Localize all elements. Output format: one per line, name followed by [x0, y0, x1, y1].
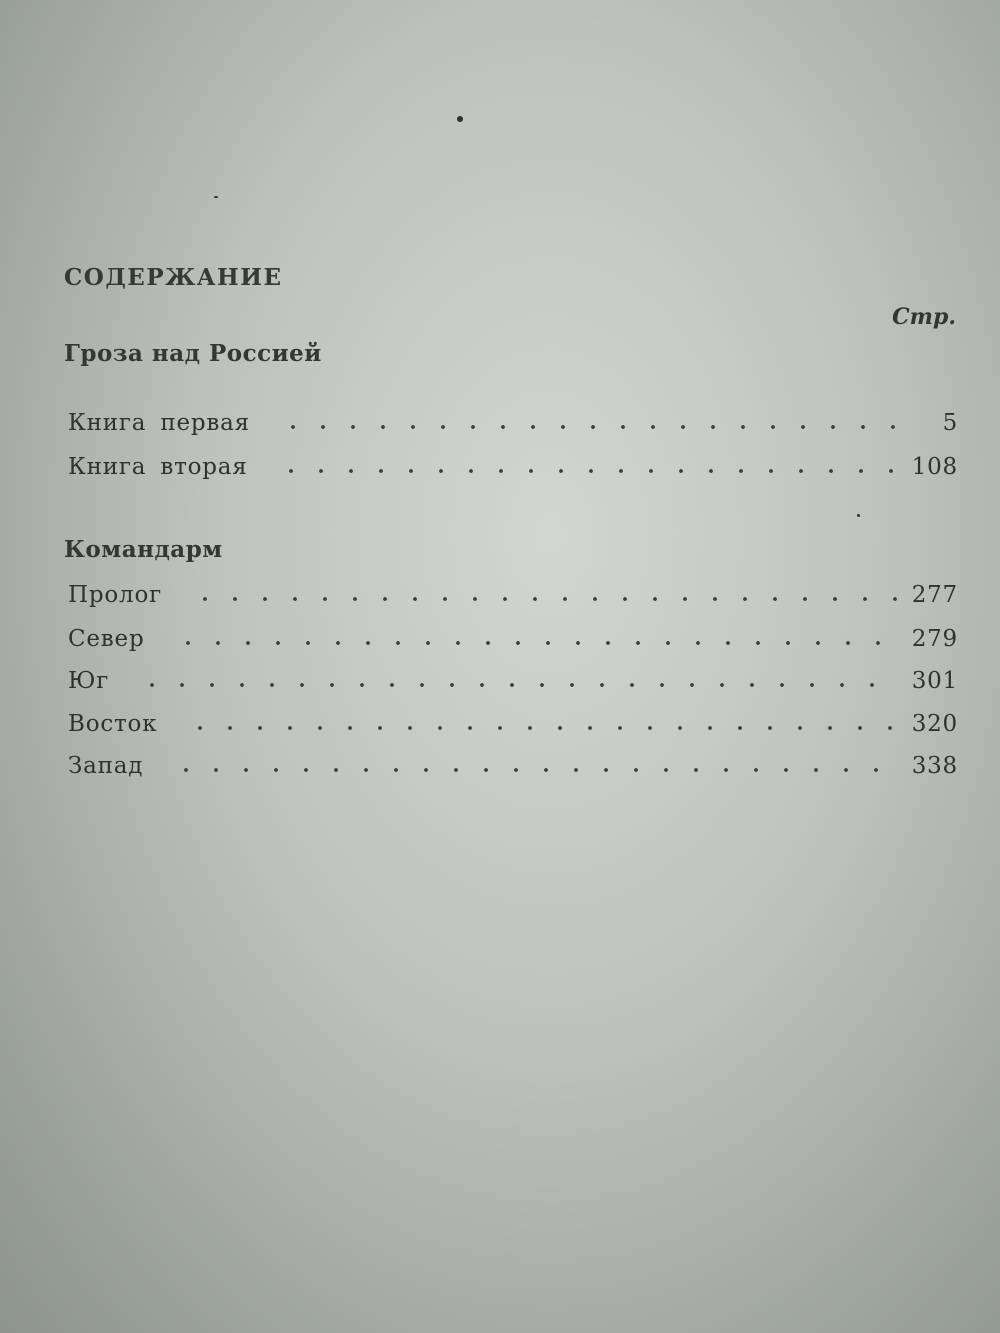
entry-label: Книга вторая	[68, 454, 248, 480]
entry-page: 277	[911, 582, 958, 608]
dot-leader	[137, 682, 898, 688]
dot-leader	[276, 468, 898, 474]
entry-label: Юг	[68, 668, 110, 694]
entry-label: Восток	[68, 711, 158, 737]
entry-label: Пролог	[68, 582, 162, 608]
toc-entry[interactable]	[68, 660, 958, 694]
entry-label: Запад	[68, 753, 144, 779]
dot-leader	[185, 725, 897, 731]
section-title: Гроза над Россией	[64, 340, 322, 367]
entry-page: 338	[911, 753, 958, 779]
entry-page: 320	[911, 711, 958, 737]
dot-leader	[171, 767, 897, 773]
ink-speck	[457, 116, 463, 122]
toc-entry[interactable]	[68, 402, 958, 436]
toc-entry[interactable]	[68, 745, 958, 779]
entry-page: 5	[942, 410, 958, 436]
ink-speck	[214, 196, 218, 198]
entry-page: 301	[911, 668, 958, 694]
page-column-label: Стр.	[892, 304, 956, 330]
dot-leader	[278, 424, 904, 430]
toc-entry[interactable]	[68, 446, 958, 480]
contents-heading: СОДЕРЖАНИЕ	[64, 264, 283, 291]
toc-entry[interactable]	[68, 574, 958, 608]
toc-entry[interactable]	[68, 618, 958, 652]
section-title: Командарм	[64, 536, 223, 563]
dot-leader	[190, 596, 898, 602]
dot-leader	[173, 640, 898, 646]
toc-entry[interactable]	[68, 703, 958, 737]
entry-page: 279	[911, 626, 958, 652]
entry-page: 108	[911, 454, 958, 480]
entry-label: Книга первая	[68, 410, 250, 436]
entry-label: Север	[68, 626, 145, 652]
ink-speck	[857, 514, 860, 517]
